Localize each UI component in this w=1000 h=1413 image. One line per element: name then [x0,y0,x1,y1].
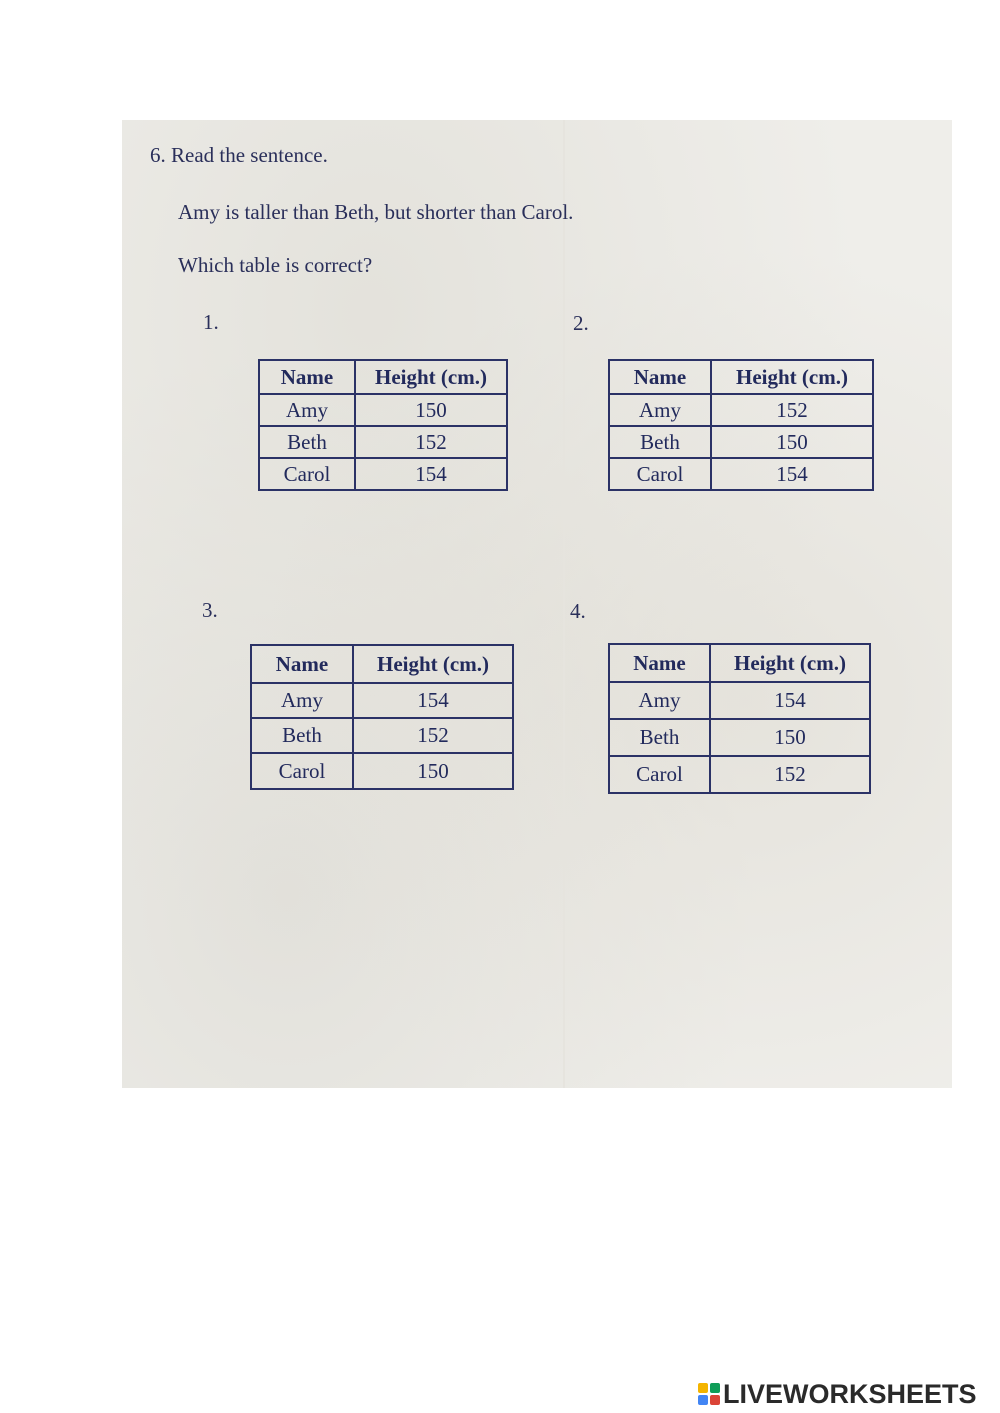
cell-name: Beth [609,719,710,756]
option-1-table [258,359,508,491]
cell-height: 152 [710,756,870,793]
cell-height: 152 [353,718,513,753]
cell-height: 154 [355,458,507,490]
cell-height: 150 [710,719,870,756]
question-sentence: Amy is taller than Beth, but shorter than Carol. [178,200,574,224]
table-row [609,682,870,719]
table-row [259,394,507,426]
question-prompt: Which table is correct? [178,253,373,277]
option-1-number: 1. [203,310,219,334]
cell-height: 152 [355,426,507,458]
option-3-number: 3. [202,598,218,622]
header-height: Height (cm.) [353,645,513,683]
table-row [259,458,507,490]
cell-name: Carol [609,756,710,793]
header-name: Name [609,644,710,682]
table-header-row [609,360,873,394]
header-name: Name [251,645,353,683]
table-row [251,683,513,718]
liveworksheets-logo-text: LIVEWORKSHEETS [723,1378,977,1409]
cell-height: 154 [353,683,513,718]
cell-height: 154 [711,458,873,490]
liveworksheets-logo[interactable] [698,1379,977,1409]
cell-name: Amy [251,683,353,718]
liveworksheets-logo-icon [698,1383,720,1405]
option-2-number: 2. [573,311,589,335]
cell-name: Beth [259,426,355,458]
cell-name: Amy [609,394,711,426]
cell-name: Beth [251,718,353,753]
table-row [251,753,513,789]
option-3-table [250,644,514,790]
table-header-row [259,360,507,394]
table-row [609,719,870,756]
table-row [609,394,873,426]
question-title: 6. Read the sentence. [150,143,328,167]
table-row [259,426,507,458]
header-height: Height (cm.) [710,644,870,682]
table-row [609,426,873,458]
cell-height: 154 [710,682,870,719]
table-header-row [251,645,513,683]
table-row [609,458,873,490]
cell-name: Carol [259,458,355,490]
header-height: Height (cm.) [711,360,873,394]
cell-name: Carol [609,458,711,490]
cell-name: Carol [251,753,353,789]
option-4-number: 4. [570,599,586,623]
option-4-table [608,643,871,794]
header-height: Height (cm.) [355,360,507,394]
cell-name: Amy [609,682,710,719]
table-row [251,718,513,753]
cell-height: 150 [711,426,873,458]
cell-height: 150 [355,394,507,426]
cell-height: 150 [353,753,513,789]
table-header-row [609,644,870,682]
cell-name: Amy [259,394,355,426]
option-2-table [608,359,874,491]
scan-fold-line [563,120,565,1088]
cell-name: Beth [609,426,711,458]
cell-height: 152 [711,394,873,426]
header-name: Name [609,360,711,394]
table-row [609,756,870,793]
header-name: Name [259,360,355,394]
